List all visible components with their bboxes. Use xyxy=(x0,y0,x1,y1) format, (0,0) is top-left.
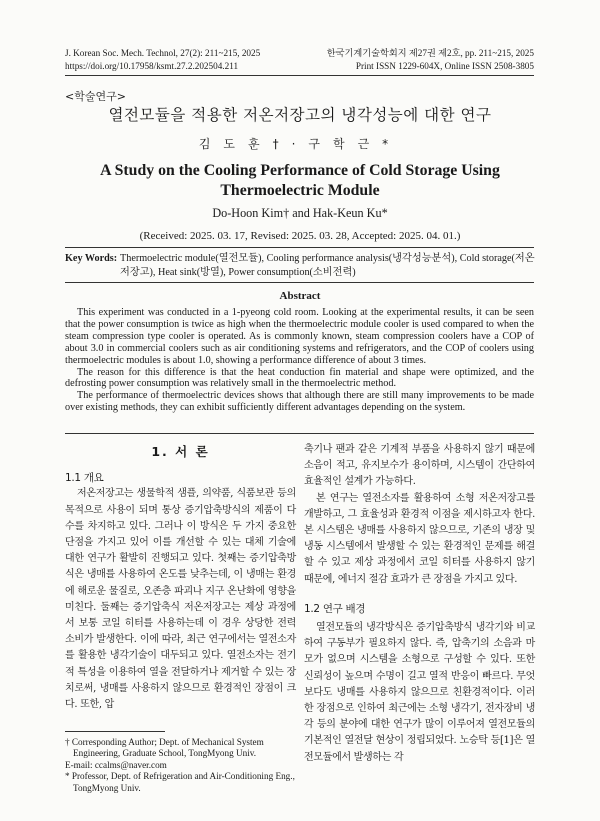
article-type: <학술연구> xyxy=(65,90,126,103)
body-paragraph: 축기나 팬과 같은 기계적 부품을 사용하지 않기 때문에 소음이 적고, 유지보수가 용이하며, 시스템이 간단하여 효율적인 설계가 가능하다. xyxy=(304,444,535,488)
abstract-heading: Abstract xyxy=(279,290,321,302)
abstract-paragraph: This experiment was conducted in a 1-pyeong cold room. Looking at the experimental results, it can be seen that the power consumption is twice as high when the thermoelectric module cooler is used compared to when the steam compression type cooler is operated. As is commonly known, steam compression coolers have a COP of about 3.0 in commercial coolers such as air conditioning systems and refrigerators, and the COP of coolers using thermoelectric modules is about 1.0, showing a performance difference of about 3 times. xyxy=(65,307,534,366)
footnote-divider xyxy=(65,731,165,732)
body-paragraph: 저온저장고는 생물학적 샘플, 의약품, 식품보관 등의 목적으로 사용이 되며 통상 증기압축방식의 제품이 다수를 차지하고 있다. 그러나 이 방식은 두 가지 중요한 단점을 가지고 있어 이를 개선할 수 있는 대체 기술에 대한 연구가 활발히 진행되고 있다. 첫째는 증기압축방식은 냉매를 사용하여 온도를 낮추는데, 이 냉매는 환경에 해로운 물질로, 오존층 파괴나 지구 온난화에 영향을 미친다. 둘째는 증기압축식 저온저장고는 제상 과정에서 보통 코일 히터를 사용하는데 이 경우 상당한 전력 소비가 발생한다. 이에 따라, 최근 연구에서는 열전소자를 활용한 냉각기술이 대두되고 있다. 열전소자는 전기적 특성을 이용하여 열을 전달하거나 제거할 수 있는 장치로써, 냉매를 사용하지 않으므로 환경적인 장점이 크다. 또한, 압 xyxy=(65,488,296,711)
footnote-professor: * Professor, Dept. of Refrigeration and Air-Conditioning Eng., TongMyong Univ. xyxy=(65,771,295,793)
subsection-heading: 1.2 연구 배경 xyxy=(304,602,366,615)
keywords-text: Thermoelectric module(열전모듈), Cooling performance analysis(냉각성능분석), Cold storage(저온저장고), Heat sink(방열), Power consumption(소비전력) xyxy=(120,253,535,278)
footnotes xyxy=(65,737,295,794)
footnote-corresponding: † Corresponding Author; Dept. of Mechanical System Engineering, Graduate School, TongMyong Univ. xyxy=(65,737,264,759)
authors-english: Do-Hoon Kim† and Hak-Keun Ku* xyxy=(212,206,388,220)
abstract-body xyxy=(65,307,534,414)
abstract-paragraph: The reason for this difference is that the heat conduction fin material and shape were optimized, and the defrosting power consumption was relatively small in the thermoelectric method. xyxy=(65,366,534,390)
right-column xyxy=(304,442,535,766)
title-korean: 열전모듈을 적용한 저온저장고의 냉각성능에 대한 연구 xyxy=(108,106,492,124)
submission-dates: (Received: 2025. 03. 17, Revised: 2025. 03. 28, Accepted: 2025. 04. 01.) xyxy=(139,230,461,242)
abstract-divider xyxy=(65,433,534,434)
keywords-label: Key Words: xyxy=(65,253,118,264)
title-english: A Study on the Cooling Performance of Cold Storage Using Thermoelectric Module xyxy=(100,162,500,199)
authors-korean: 김도훈†·구학근* xyxy=(198,137,402,151)
body-paragraph: 본 연구는 열전소자를 활용하여 소형 저온저장고를 개발하고, 그 효율성과 환경적 이점을 제시하고자 한다. 본 시스템은 냉매를 사용하지 않으므로, 기존의 냉장 및 냉동 시스템에서 발생할 수 있는 환경적인 문제를 해결할 수 있고 제상 과정에서 코일 히터를 사용하지 않기 때문에, 에너지 절감 효과가 큰 장점을 가지고 있다. xyxy=(304,492,535,585)
header-divider xyxy=(65,75,534,76)
keywords-top-divider xyxy=(65,247,534,248)
running-header xyxy=(65,47,534,72)
subsection-heading: 1.1 개요 xyxy=(65,472,104,485)
footnote-email[interactable]: E-mail: ccalms@naver.com xyxy=(65,759,167,770)
body-paragraph: 열전모듈의 냉각방식은 증기압축방식 냉각기와 비교하여 구동부가 필요하지 않다. 즉, 압축기의 소음과 마모가 없으며 시스템을 소형으로 구성할 수 있다. 또한 신뢰성이 높으며 수명이 길고 열적 반응이 빠르다. 무엇보다도 냉매를 사용하지 않으므로 친환경적이다. 이러한 장점으로 인하여 최근에는 소형 냉각기, 전자장비 냉각 등의 분야에 대한 연구가 많이 이루어져 열전모듈의 기본적인 열전달 현상이 정립되었다. 노승탁 등[1]은 열전모듈에서 발생하는 각 xyxy=(304,622,535,763)
doi-link[interactable]: https://doi.org/10.17958/ksmt.27.2.202504.211 xyxy=(65,60,239,71)
section-heading: 1. 서 론 xyxy=(151,444,210,459)
keywords-block xyxy=(65,252,535,279)
keywords-bottom-divider xyxy=(65,282,534,283)
issn-info: Print ISSN 1229-604X, Online ISSN 2508-3805 xyxy=(355,60,534,71)
journal-citation-ko: 한국기계기술학회지 제27권 제2호, pp. 211~215, 2025 xyxy=(326,48,534,58)
left-column xyxy=(65,444,296,713)
abstract-paragraph: The performance of thermoelectric devices shows that although there are still many improvements to be made over existing methods, they can exhibit sufficiently different advantages depending on the system. xyxy=(65,390,534,414)
journal-citation: J. Korean Soc. Mech. Technol, 27(2): 211~215, 2025 xyxy=(65,48,261,58)
